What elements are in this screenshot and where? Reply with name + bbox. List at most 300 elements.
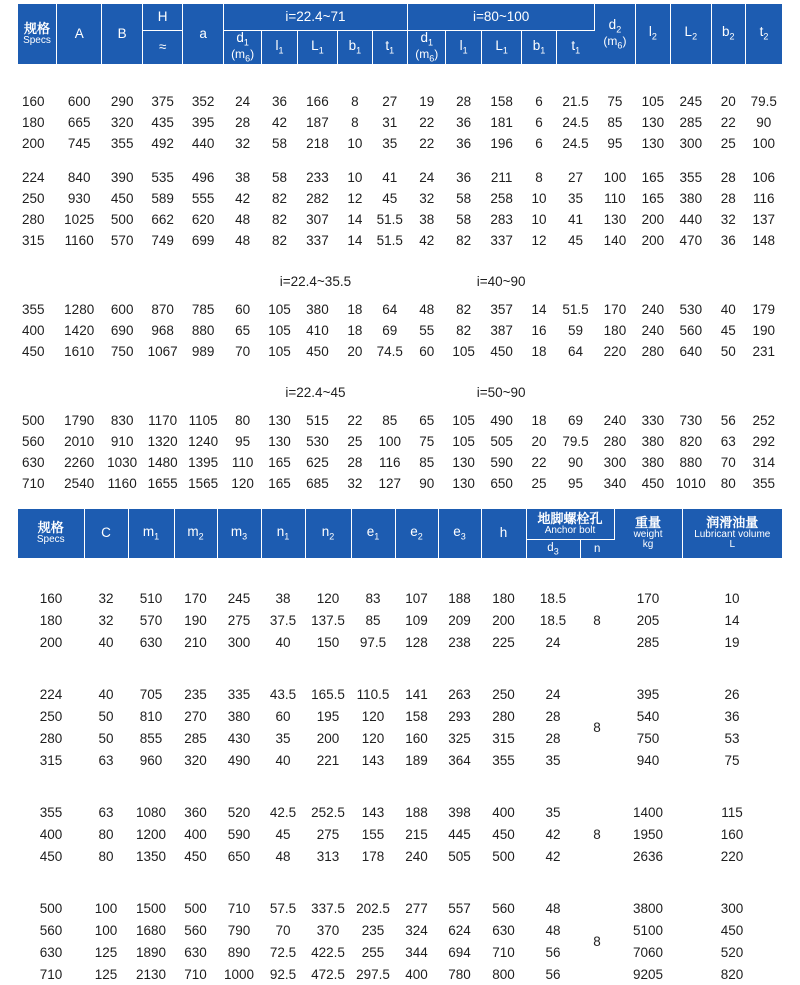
table-cell: 880 bbox=[183, 320, 223, 341]
table-cell: 130 bbox=[262, 410, 297, 431]
table-cell: 130 bbox=[595, 209, 635, 230]
table-cell: 137.5 bbox=[305, 609, 351, 631]
table-cell: 380 bbox=[671, 188, 711, 209]
table-cell: 41 bbox=[556, 209, 594, 230]
table-cell: 225 bbox=[481, 631, 526, 653]
table-cell: 280 bbox=[595, 431, 635, 452]
table-row bbox=[18, 963, 782, 985]
table-cell: 14 bbox=[338, 230, 372, 251]
table-cell: 165 bbox=[262, 452, 297, 473]
table-cell: 160 bbox=[18, 587, 84, 609]
spacer-row bbox=[18, 771, 782, 801]
table-cell: 705 bbox=[128, 683, 174, 705]
table-cell: 79.5 bbox=[745, 91, 782, 112]
table-cell: 1420 bbox=[56, 320, 102, 341]
table-cell: 25 bbox=[522, 473, 556, 494]
table-cell: 42 bbox=[262, 112, 297, 133]
table-cell: 355 bbox=[18, 801, 84, 823]
table-cell: 357 bbox=[481, 299, 521, 320]
table-cell: 694 bbox=[438, 941, 481, 963]
table-cell: 51.5 bbox=[556, 299, 594, 320]
table-cell: 313 bbox=[305, 845, 351, 867]
table-cell: 180 bbox=[18, 112, 56, 133]
header-B: B bbox=[102, 4, 142, 64]
table-cell: 820 bbox=[671, 431, 711, 452]
table-cell: 28 bbox=[338, 452, 372, 473]
table-cell: 450 bbox=[297, 341, 337, 362]
table-cell: 500 bbox=[481, 845, 526, 867]
table-cell: 422.5 bbox=[305, 941, 351, 963]
table-cell: 58 bbox=[262, 133, 297, 154]
table-cell: 557 bbox=[438, 897, 481, 919]
header-l1-a: $l_1$ bbox=[262, 31, 297, 65]
table-cell: 27 bbox=[372, 91, 407, 112]
table-row bbox=[18, 897, 782, 919]
table-cell: 165 bbox=[262, 473, 297, 494]
table-cell: 179 bbox=[745, 299, 782, 320]
table-cell: 36 bbox=[446, 167, 481, 188]
table-cell: 355 bbox=[745, 473, 782, 494]
lubricant-cell: 14 bbox=[682, 609, 782, 631]
table-cell: 105 bbox=[635, 91, 670, 112]
table-cell: 141 bbox=[395, 683, 438, 705]
header-d1-b: $d_1$ $(m_6)$ bbox=[408, 31, 446, 65]
table-cell: 400 bbox=[18, 823, 84, 845]
table-cell: 240 bbox=[595, 410, 635, 431]
table-cell: 450 bbox=[481, 341, 521, 362]
table-cell: 32 bbox=[223, 133, 261, 154]
table-cell: 36 bbox=[446, 112, 481, 133]
table-cell: 155 bbox=[351, 823, 395, 845]
table-cell: 560 bbox=[18, 431, 56, 452]
table-cell: 785 bbox=[183, 299, 223, 320]
table-cell: 40 bbox=[84, 631, 128, 653]
table-cell: 137 bbox=[745, 209, 782, 230]
table-cell: 32 bbox=[338, 473, 372, 494]
table-cell: 275 bbox=[305, 823, 351, 845]
table-cell: 82 bbox=[262, 230, 297, 251]
table-cell: 1170 bbox=[142, 410, 182, 431]
table-cell: 97.5 bbox=[351, 631, 395, 653]
table-cell: 283 bbox=[481, 209, 521, 230]
table-cell: 1890 bbox=[128, 941, 174, 963]
table-cell: 181 bbox=[481, 112, 521, 133]
header-t2: $t_2$ bbox=[745, 4, 782, 64]
table-cell: 1160 bbox=[102, 473, 142, 494]
table-cell: 82 bbox=[446, 230, 481, 251]
table-cell: 325 bbox=[438, 727, 481, 749]
ratio-range-right: i=40~90 bbox=[408, 264, 595, 299]
table-cell: 505 bbox=[438, 845, 481, 867]
table-cell: 105 bbox=[262, 299, 297, 320]
dimension-table-body bbox=[18, 64, 782, 494]
header-bolt-n: n bbox=[580, 540, 614, 559]
table-cell: 337 bbox=[297, 230, 337, 251]
table-cell: 45 bbox=[261, 823, 305, 845]
weight-cell: 205 bbox=[614, 609, 682, 631]
table-cell: 202.5 bbox=[351, 897, 395, 919]
table-cell: 200 bbox=[18, 631, 84, 653]
header-n1: $n_1$ bbox=[261, 509, 305, 559]
table-cell: 158 bbox=[395, 705, 438, 727]
table-cell: 51.5 bbox=[372, 230, 407, 251]
weight-cell: 5100 bbox=[614, 919, 682, 941]
table-cell: 65 bbox=[408, 410, 446, 431]
table-cell: 12 bbox=[522, 230, 556, 251]
mounting-table-body bbox=[18, 559, 782, 985]
table-cell: 630 bbox=[18, 941, 84, 963]
table-cell: 440 bbox=[183, 133, 223, 154]
table-cell: 148 bbox=[745, 230, 782, 251]
table-cell: 55 bbox=[408, 320, 446, 341]
table-cell: 285 bbox=[671, 112, 711, 133]
table-cell: 600 bbox=[56, 91, 102, 112]
header-specs-2: 规格 Specs bbox=[18, 509, 84, 559]
table-cell: 200 bbox=[635, 230, 670, 251]
table-cell: 58 bbox=[446, 209, 481, 230]
table-cell: 630 bbox=[174, 941, 217, 963]
header-n2: $n_2$ bbox=[305, 509, 351, 559]
table-cell: 40 bbox=[84, 683, 128, 705]
table-cell: 130 bbox=[262, 431, 297, 452]
bolt-count-cell: 8 bbox=[580, 587, 614, 653]
table-row bbox=[18, 320, 782, 341]
weight-cell: 750 bbox=[614, 727, 682, 749]
table-cell: 45 bbox=[556, 230, 594, 251]
table-cell: 36 bbox=[262, 91, 297, 112]
table-cell: 665 bbox=[56, 112, 102, 133]
table-cell: 60 bbox=[408, 341, 446, 362]
table-cell: 240 bbox=[635, 299, 670, 320]
table-cell: 109 bbox=[395, 609, 438, 631]
table-row bbox=[18, 133, 782, 154]
table-cell: 170 bbox=[174, 587, 217, 609]
table-cell: 2130 bbox=[128, 963, 174, 985]
table-cell: 344 bbox=[395, 941, 438, 963]
table-cell: 235 bbox=[351, 919, 395, 941]
table-cell: 120 bbox=[351, 727, 395, 749]
table-cell: 293 bbox=[438, 705, 481, 727]
table-cell: 64 bbox=[372, 299, 407, 320]
table-cell: 258 bbox=[481, 188, 521, 209]
table-cell: 82 bbox=[446, 299, 481, 320]
table-cell: 280 bbox=[635, 341, 670, 362]
table-cell: 472.5 bbox=[305, 963, 351, 985]
table-cell: 24 bbox=[223, 91, 261, 112]
table-cell: 492 bbox=[142, 133, 182, 154]
table-cell: 800 bbox=[481, 963, 526, 985]
table-cell: 189 bbox=[395, 749, 438, 771]
weight-cell: 3800 bbox=[614, 897, 682, 919]
table-row bbox=[18, 112, 782, 133]
header-A: A bbox=[56, 4, 102, 64]
table-cell: 314 bbox=[745, 452, 782, 473]
table-cell: 60 bbox=[223, 299, 261, 320]
table-cell: 80 bbox=[84, 845, 128, 867]
table-row bbox=[18, 631, 782, 653]
table-cell: 180 bbox=[595, 320, 635, 341]
table-cell: 95 bbox=[556, 473, 594, 494]
bolt-count-cell: 8 bbox=[580, 683, 614, 771]
mounting-table bbox=[18, 509, 782, 985]
header-L1-a: $L_1$ bbox=[297, 31, 337, 65]
table-row bbox=[18, 749, 782, 771]
table-cell: 215 bbox=[395, 823, 438, 845]
table-cell: 75 bbox=[595, 91, 635, 112]
table-cell: 165.5 bbox=[305, 683, 351, 705]
table-cell: 250 bbox=[18, 705, 84, 727]
table-cell: 50 bbox=[84, 705, 128, 727]
table-cell: 285 bbox=[174, 727, 217, 749]
table-cell: 74.5 bbox=[372, 341, 407, 362]
table-cell: 200 bbox=[481, 609, 526, 631]
table-cell: 364 bbox=[438, 749, 481, 771]
table-row bbox=[18, 209, 782, 230]
header-a: a bbox=[183, 4, 223, 64]
table-cell: 315 bbox=[18, 749, 84, 771]
table-cell: 116 bbox=[372, 452, 407, 473]
header-C: C bbox=[84, 509, 128, 559]
table-cell: 500 bbox=[18, 897, 84, 919]
table-cell: 188 bbox=[395, 801, 438, 823]
table-row bbox=[18, 341, 782, 362]
spacer-row bbox=[18, 867, 782, 897]
table-cell: 25 bbox=[711, 133, 745, 154]
table-cell: 1200 bbox=[128, 823, 174, 845]
table-cell: 620 bbox=[183, 209, 223, 230]
table-cell: 1680 bbox=[128, 919, 174, 941]
table-cell: 690 bbox=[102, 320, 142, 341]
table-cell: 1610 bbox=[56, 341, 102, 362]
table-cell: 490 bbox=[481, 410, 521, 431]
table-cell: 375 bbox=[142, 91, 182, 112]
table-cell: 250 bbox=[481, 683, 526, 705]
weight-cell: 1950 bbox=[614, 823, 682, 845]
table-cell: 8 bbox=[522, 167, 556, 188]
table-cell: 730 bbox=[671, 410, 711, 431]
spacer-row bbox=[18, 154, 782, 167]
table-cell: 70 bbox=[711, 452, 745, 473]
table-cell: 50 bbox=[84, 727, 128, 749]
table-cell: 355 bbox=[671, 167, 711, 188]
lubricant-cell: 220 bbox=[682, 845, 782, 867]
table-cell: 440 bbox=[671, 209, 711, 230]
table-cell: 24 bbox=[408, 167, 446, 188]
table-cell: 235 bbox=[174, 683, 217, 705]
table-cell: 650 bbox=[217, 845, 261, 867]
table-cell: 12 bbox=[338, 188, 372, 209]
table-cell: 190 bbox=[745, 320, 782, 341]
table-cell: 63 bbox=[84, 801, 128, 823]
table-cell: 127 bbox=[372, 473, 407, 494]
table-cell: 100 bbox=[595, 167, 635, 188]
table-cell: 380 bbox=[217, 705, 261, 727]
lubricant-cell: 10 bbox=[682, 587, 782, 609]
table-cell: 2540 bbox=[56, 473, 102, 494]
table-cell: 490 bbox=[217, 749, 261, 771]
table-cell: 22 bbox=[408, 133, 446, 154]
table-cell: 745 bbox=[56, 133, 102, 154]
table-cell: 220 bbox=[595, 341, 635, 362]
lubricant-cell: 520 bbox=[682, 941, 782, 963]
table-cell: 255 bbox=[351, 941, 395, 963]
table-cell: 410 bbox=[297, 320, 337, 341]
table-cell: 110 bbox=[595, 188, 635, 209]
header-d3: $d_3$ bbox=[526, 540, 580, 559]
table-row bbox=[18, 941, 782, 963]
table-row bbox=[18, 167, 782, 188]
header-H: H bbox=[142, 4, 182, 31]
table-cell: 1105 bbox=[183, 410, 223, 431]
table-cell: 130 bbox=[446, 473, 481, 494]
table-cell: 120 bbox=[223, 473, 261, 494]
header-e2: $e_2$ bbox=[395, 509, 438, 559]
table-cell: 297.5 bbox=[351, 963, 395, 985]
table-cell: 337 bbox=[481, 230, 521, 251]
table-cell: 830 bbox=[102, 410, 142, 431]
lubricant-cell: 115 bbox=[682, 801, 782, 823]
header-L1-b: $L_1$ bbox=[481, 31, 521, 65]
table-cell: 560 bbox=[481, 897, 526, 919]
table-cell: 24.5 bbox=[556, 112, 594, 133]
table-cell: 22 bbox=[711, 112, 745, 133]
table-cell: 211 bbox=[481, 167, 521, 188]
table-cell: 1500 bbox=[128, 897, 174, 919]
table-cell: 25 bbox=[338, 431, 372, 452]
table-cell: 100 bbox=[372, 431, 407, 452]
table-cell: 63 bbox=[84, 749, 128, 771]
table-cell: 1655 bbox=[142, 473, 182, 494]
table-cell: 355 bbox=[18, 299, 56, 320]
table-cell: 450 bbox=[18, 341, 56, 362]
table-cell: 28 bbox=[446, 91, 481, 112]
table-cell: 390 bbox=[102, 167, 142, 188]
header-group-ratio-1: i=22.4~71 bbox=[223, 4, 407, 31]
table-cell: 31 bbox=[372, 112, 407, 133]
table-cell: 240 bbox=[395, 845, 438, 867]
table-cell: 320 bbox=[102, 112, 142, 133]
table-cell: 58 bbox=[446, 188, 481, 209]
header-b1-a: $b_1$ bbox=[338, 31, 372, 65]
table-cell: 300 bbox=[595, 452, 635, 473]
table-cell: 35 bbox=[526, 749, 580, 771]
table-cell: 82 bbox=[262, 188, 297, 209]
table-cell: 20 bbox=[711, 91, 745, 112]
table-cell: 105 bbox=[262, 341, 297, 362]
table-row bbox=[18, 473, 782, 494]
weight-cell: 940 bbox=[614, 749, 682, 771]
table-cell: 355 bbox=[481, 749, 526, 771]
table-cell: 790 bbox=[217, 919, 261, 941]
table-cell: 35 bbox=[372, 133, 407, 154]
table-cell: 28 bbox=[526, 727, 580, 749]
header-d2: $d_2$ $(m_6)$ bbox=[595, 4, 635, 64]
header-e3: $e_3$ bbox=[438, 509, 481, 559]
table-cell: 110 bbox=[223, 452, 261, 473]
table-cell: 496 bbox=[183, 167, 223, 188]
table-cell: 209 bbox=[438, 609, 481, 631]
table-cell: 82 bbox=[446, 320, 481, 341]
table-cell: 292 bbox=[745, 431, 782, 452]
table-cell: 18.5 bbox=[526, 609, 580, 631]
table-cell: 300 bbox=[671, 133, 711, 154]
table-cell: 100 bbox=[745, 133, 782, 154]
table-cell: 500 bbox=[102, 209, 142, 230]
table-cell: 48 bbox=[223, 209, 261, 230]
table-cell: 505 bbox=[481, 431, 521, 452]
header-d1-a: $d_1$ $(m_6)$ bbox=[223, 31, 261, 65]
table-row bbox=[18, 683, 782, 705]
table-cell: 1350 bbox=[128, 845, 174, 867]
table-row bbox=[18, 188, 782, 209]
table-cell: 1320 bbox=[142, 431, 182, 452]
table-row bbox=[18, 431, 782, 452]
bolt-count-cell: 8 bbox=[580, 897, 614, 985]
lubricant-cell: 26 bbox=[682, 683, 782, 705]
table-cell: 158 bbox=[481, 91, 521, 112]
table-cell: 16 bbox=[522, 320, 556, 341]
table-cell: 35 bbox=[261, 727, 305, 749]
table-cell: 750 bbox=[102, 341, 142, 362]
table-cell: 85 bbox=[595, 112, 635, 133]
table-cell: 42.5 bbox=[261, 801, 305, 823]
table-cell: 1000 bbox=[217, 963, 261, 985]
table-cell: 880 bbox=[671, 452, 711, 473]
table-cell: 470 bbox=[671, 230, 711, 251]
table-cell: 56 bbox=[711, 410, 745, 431]
weight-cell: 2636 bbox=[614, 845, 682, 867]
table-cell: 335 bbox=[217, 683, 261, 705]
table-cell: 18 bbox=[522, 410, 556, 431]
table-cell: 48 bbox=[526, 897, 580, 919]
table-cell: 40 bbox=[261, 749, 305, 771]
table-cell: 37.5 bbox=[261, 609, 305, 631]
table-cell: 590 bbox=[481, 452, 521, 473]
table-cell: 22 bbox=[338, 410, 372, 431]
table-cell: 165 bbox=[635, 167, 670, 188]
spacer-row bbox=[18, 559, 782, 588]
table-cell: 166 bbox=[297, 91, 337, 112]
spacer-row bbox=[18, 362, 782, 375]
table-cell: 22 bbox=[408, 112, 446, 133]
weight-cell: 1400 bbox=[614, 801, 682, 823]
header-specs: 规格 Specs bbox=[18, 4, 56, 64]
table-row bbox=[18, 452, 782, 473]
table-cell: 245 bbox=[671, 91, 711, 112]
table-cell: 58 bbox=[262, 167, 297, 188]
table-cell: 450 bbox=[635, 473, 670, 494]
table-cell: 749 bbox=[142, 230, 182, 251]
weight-cell: 285 bbox=[614, 631, 682, 653]
table-cell: 125 bbox=[84, 941, 128, 963]
table-cell: 277 bbox=[395, 897, 438, 919]
table-cell: 2260 bbox=[56, 452, 102, 473]
table-cell: 24 bbox=[526, 683, 580, 705]
header-H-approx: ≈ bbox=[142, 31, 182, 65]
spacer-row bbox=[18, 64, 782, 91]
table-cell: 80 bbox=[223, 410, 261, 431]
table-cell: 42 bbox=[408, 230, 446, 251]
table-cell: 107 bbox=[395, 587, 438, 609]
table-cell: 590 bbox=[217, 823, 261, 845]
table-cell: 35 bbox=[556, 188, 594, 209]
table-cell: 105 bbox=[446, 431, 481, 452]
table-cell: 275 bbox=[217, 609, 261, 631]
table-cell: 10 bbox=[522, 188, 556, 209]
table-cell: 22 bbox=[522, 452, 556, 473]
table-cell: 57.5 bbox=[261, 897, 305, 919]
table-cell: 450 bbox=[481, 823, 526, 845]
